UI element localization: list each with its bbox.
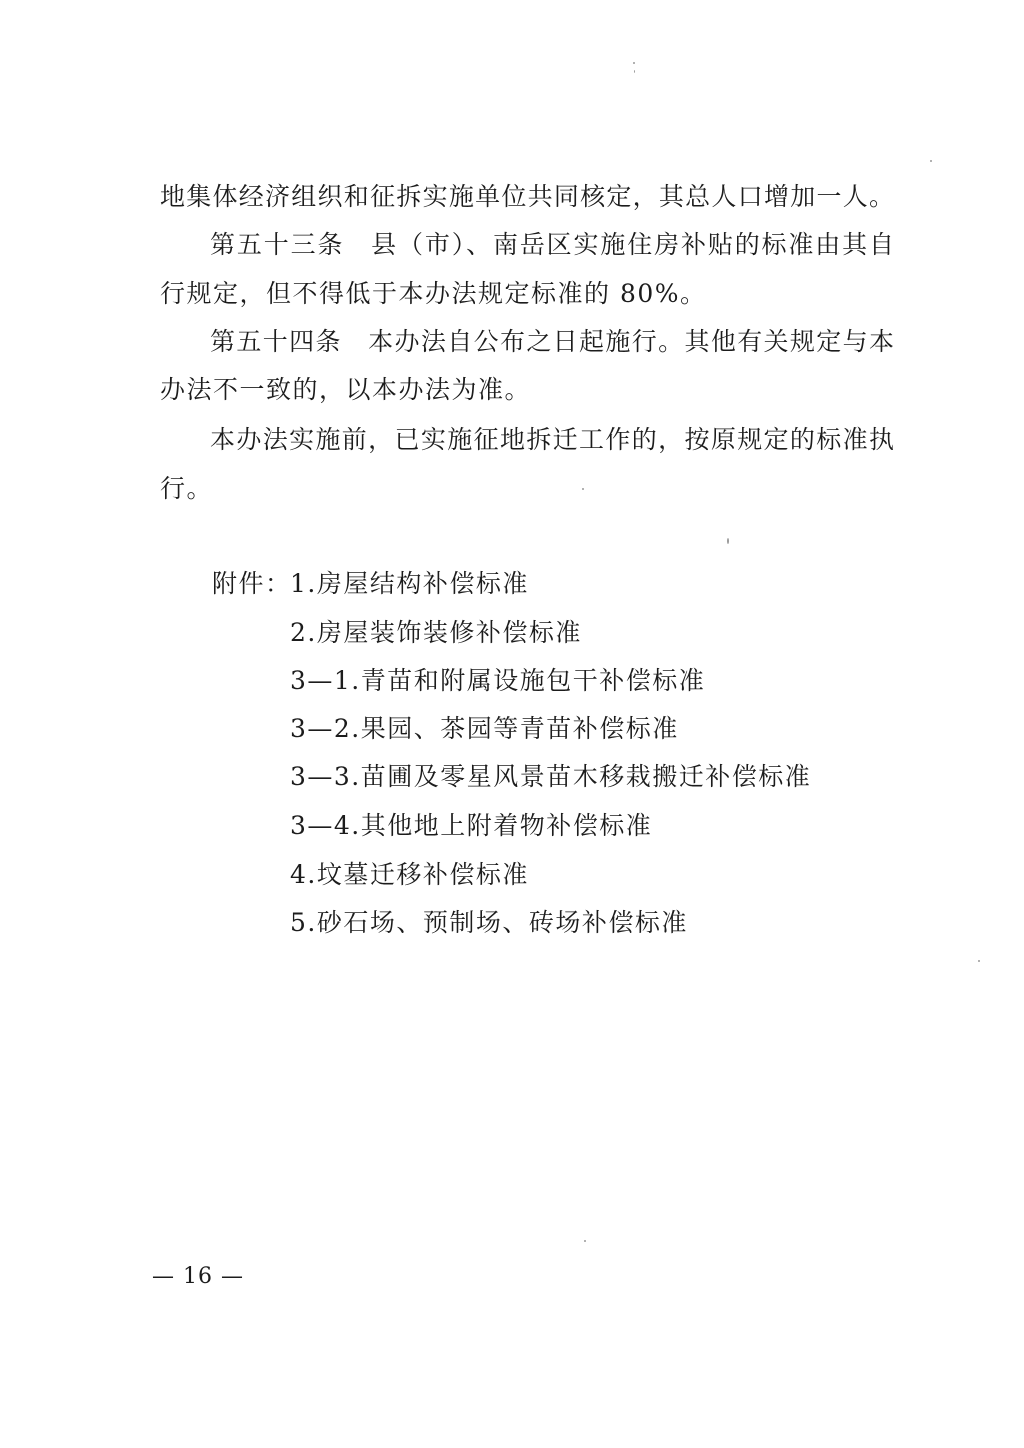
- attachments-label: 附件：: [212, 569, 292, 598]
- transition-line-1: 本办法实施前，已实施征地拆迁工作的，按原规定的标准执: [210, 425, 894, 454]
- article-53-line-2: 行规定，但不得低于本办法规定标准的 80%。: [160, 279, 707, 308]
- body-line-1: 地集体经济组织和征拆实施单位共同核定，其总人口增加一人。: [160, 182, 894, 211]
- attachment-item: 2.房屋装饰装修补偿标准: [290, 618, 582, 647]
- scan-speck: [633, 62, 635, 64]
- transition-line-2: 行。: [160, 474, 214, 503]
- scan-speck: [634, 70, 635, 73]
- page-number: — 16 —: [152, 1264, 244, 1289]
- scan-speck: [727, 538, 729, 544]
- scan-speck: [582, 488, 584, 490]
- article-54-line-1: 第五十四条 本办法自公布之日起施行。其他有关规定与本: [210, 327, 894, 356]
- article-54-line-2: 办法不一致的，以本办法为准。: [160, 375, 532, 404]
- scan-speck: [978, 960, 980, 962]
- scan-speck: [584, 1240, 586, 1242]
- attachment-item: 3—3.苗圃及零星风景苗木移栽搬迁补偿标准: [290, 762, 812, 791]
- scan-speck: [930, 160, 932, 162]
- attachment-item: 3—2.果园、茶园等青苗补偿标准: [290, 714, 679, 743]
- attachment-item: 5.砂石场、预制场、砖场补偿标准: [290, 908, 688, 937]
- attachment-item: 3—1.青苗和附属设施包干补偿标准: [290, 666, 706, 695]
- attachment-item: 3—4.其他地上附着物补偿标准: [290, 811, 653, 840]
- attachment-item: 4.坟墓迁移补偿标准: [290, 860, 529, 889]
- article-53-line-1: 第五十三条 县（市）、南岳区实施住房补贴的标准由其自: [210, 230, 894, 259]
- attachment-item: 1.房屋结构补偿标准: [290, 569, 529, 598]
